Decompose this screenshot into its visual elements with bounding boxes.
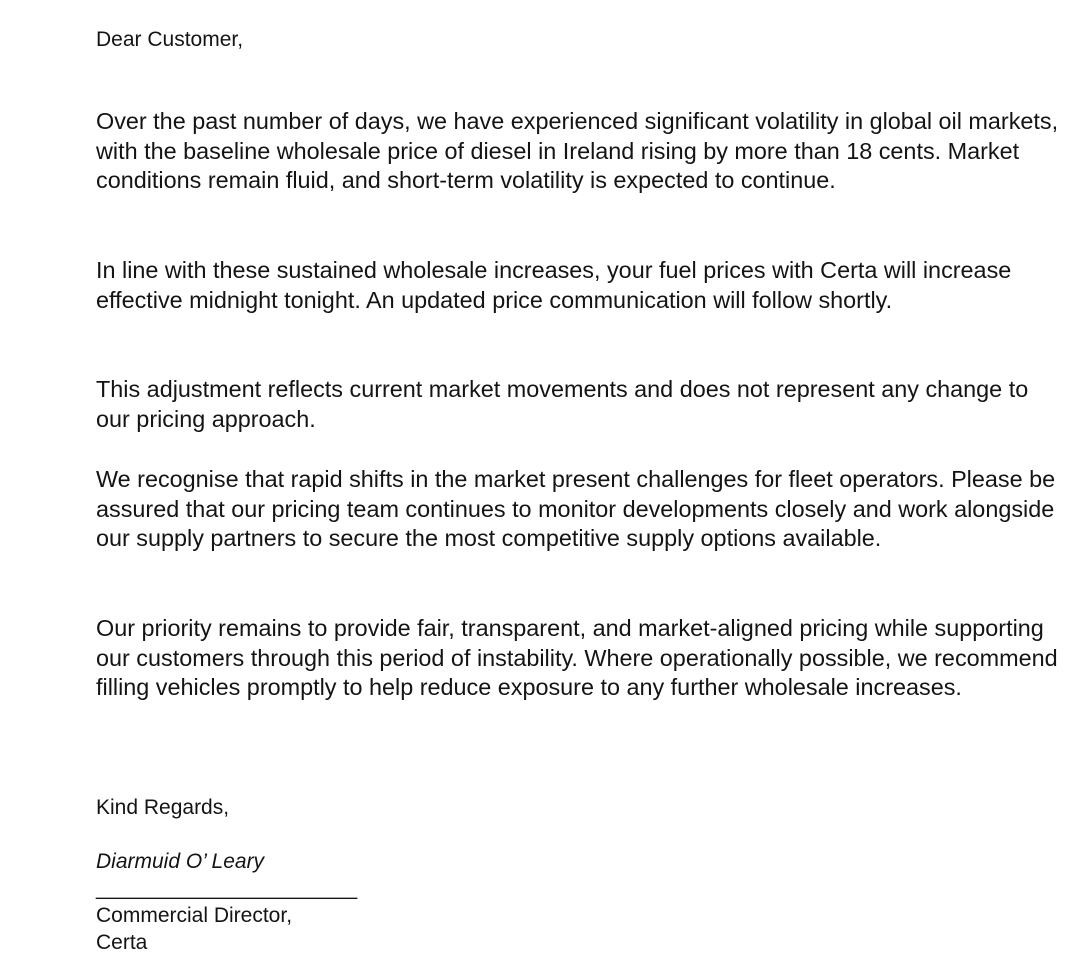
letter-paragraph-4: We recognise that rapid shifts in the market present challenges for fleet operators. Please be assured that our pricing team continues to monitor developments closely and work alongside our supply partners to secure the most competitive supply options available. xyxy=(96,466,1056,551)
signature-line: ______________________ xyxy=(96,877,358,900)
letter-closing: Kind Regards, xyxy=(96,796,230,819)
letter-paragraph-2: In line with these sustained wholesale increases, your fuel prices with Certa will increase effective midnight tonight. An updated price communication will follow shortly. xyxy=(96,257,1012,313)
letter-greeting: Dear Customer, xyxy=(96,28,244,51)
letter-paragraph-1: Over the past number of days, we have experienced significant volatility in global oil markets, with the baseline wholesale price of diesel in Ireland rising by more than 18 cents. Market conditions remain fluid, and short-term volatility is expected to continue. xyxy=(96,108,1059,193)
letter-paragraph-3: This adjustment reflects current market movements and does not represent any change to our pricing approach. xyxy=(96,376,1029,432)
signature: Diarmuid O’ Leary xyxy=(96,850,265,873)
company-name: Certa xyxy=(96,931,148,954)
letter-paragraph-5: Our priority remains to provide fair, transparent, and market-aligned pricing while supporting our customers through this period of instability. Where operationally possible, we recommend filling vehicles promptly to help reduce exposure to any further wholesale increases. xyxy=(96,615,1058,700)
signer-title: Commercial Director, xyxy=(96,904,293,927)
